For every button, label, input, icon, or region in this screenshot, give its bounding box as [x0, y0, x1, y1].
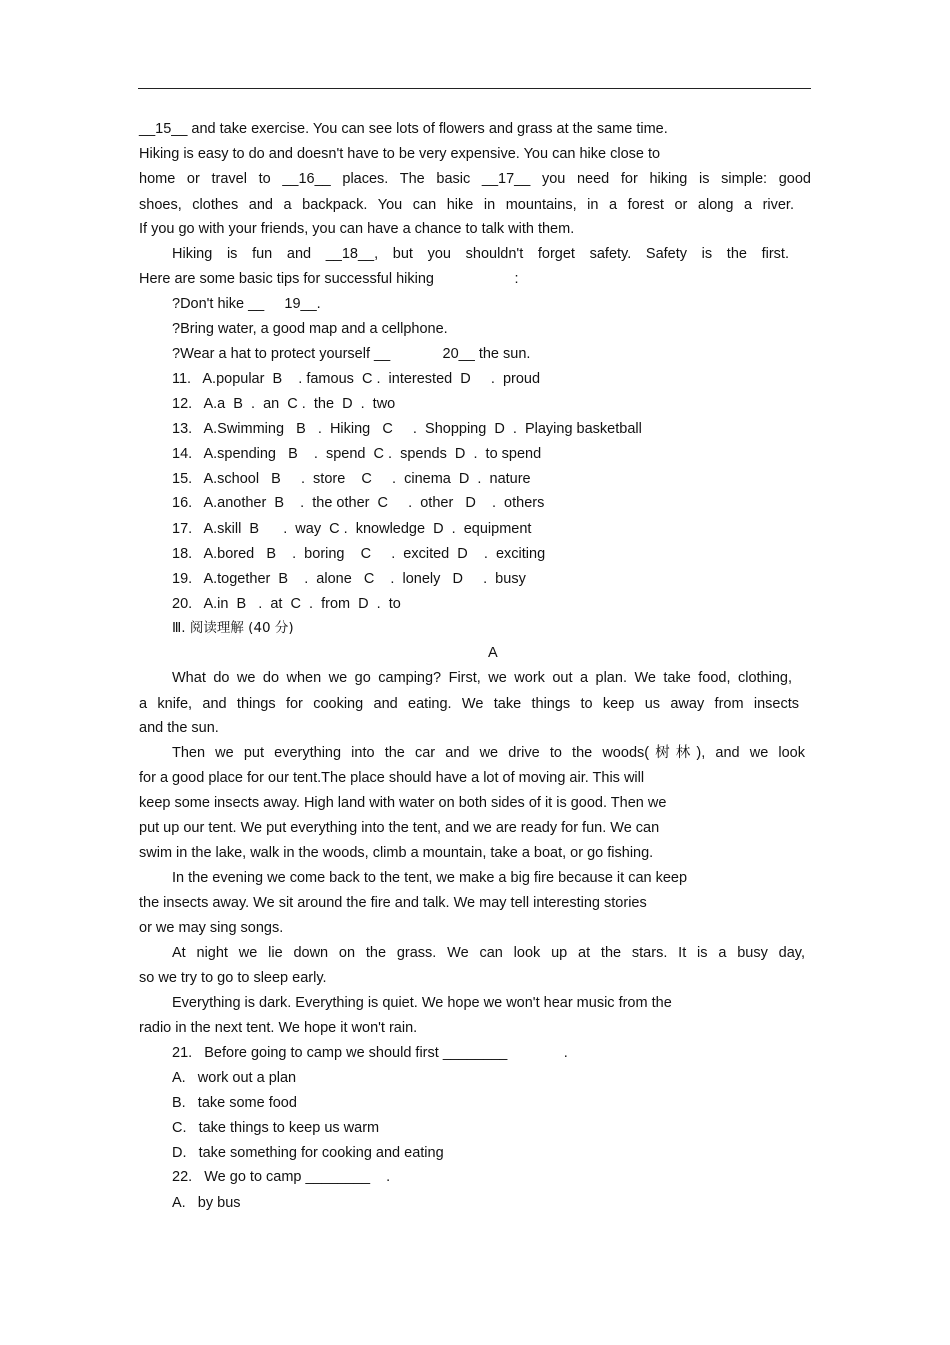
option-row: 18. A.bored B . boring C . excited D . exciting — [172, 546, 546, 562]
option-row: 19. A.together B . alone C . lonely D . busy — [172, 571, 526, 587]
answer-choice: C. take things to keep us warm — [172, 1120, 380, 1136]
cloze-line: Here are some basic tips for successful hiking : — [139, 271, 519, 287]
passage-line: Then we put everything into the car and we drive to the woods(树林), and we look — [172, 745, 805, 761]
passage-line: put up our tent. We put everything into the tent, and we are ready for fun. We can — [139, 820, 660, 836]
option-row: 14. A.spending B . spend C . spends D . to spend — [172, 446, 542, 462]
answer-choice: A. work out a plan — [172, 1070, 297, 1086]
passage-line: so we try to go to sleep early. — [139, 970, 327, 986]
option-row: 11. A.popular B . famous C . interested D . proud — [172, 371, 541, 387]
passage-line: the insects away. We sit around the fire and talk. We may tell interesting stories — [139, 895, 647, 911]
tip-item: ?Don't hike __ 19__. — [172, 296, 321, 312]
cloze-line: Hiking is easy to do and doesn't have to be very expensive. You can hike close to — [139, 146, 661, 162]
passage-line: and the sun. — [139, 720, 219, 736]
question-stem: 22. We go to camp ________ . — [172, 1169, 391, 1185]
option-row: 13. A.Swimming B . Hiking C . Shopping D . Playing basketball — [172, 421, 642, 437]
option-row: 20. A.in B . at C . from D . to — [172, 596, 401, 612]
option-row: 15. A.school B . store C . cinema D . nature — [172, 471, 531, 487]
option-row: 17. A.skill B . way C . knowledge D . equipment — [172, 521, 532, 537]
option-row: 12. A.a B . an C . the D . two — [172, 396, 396, 412]
question-stem: 21. Before going to camp we should first ________ . — [172, 1045, 568, 1061]
answer-choice: B. take some food — [172, 1095, 297, 1111]
section-heading: Ⅲ. 阅读理解 (40 分) — [172, 620, 294, 636]
passage-line: a knife, and things for cooking and eating. We take things to keep us away from insects — [139, 696, 799, 712]
answer-choice: D. take something for cooking and eating — [172, 1145, 444, 1161]
tip-item: ?Wear a hat to protect yourself __ 20__ the sun. — [172, 346, 531, 362]
passage-line: or we may sing songs. — [139, 920, 284, 936]
cloze-line: If you go with your friends, you can have a chance to talk with them. — [139, 221, 575, 237]
cloze-line: Hiking is fun and __18__, but you shouldn't forget safety. Safety is the first. — [172, 246, 789, 262]
cloze-line: shoes, clothes and a backpack. You can hike in mountains, in a forest or along a river. — [139, 197, 794, 213]
passage-line: swim in the lake, walk in the woods, climb a mountain, take a boat, or go fishing. — [139, 845, 654, 861]
answer-choice: A. by bus — [172, 1195, 241, 1211]
passage-line: At night we lie down on the grass. We can look up at the stars. It is a busy day, — [172, 945, 805, 961]
passage-line: keep some insects away. High land with water on both sides of it is good. Then we — [139, 795, 667, 811]
option-row: 16. A.another B . the other C . other D . others — [172, 495, 545, 511]
cloze-line: __15__ and take exercise. You can see lots of flowers and grass at the same time. — [139, 121, 668, 137]
passage-line: radio in the next tent. We hope it won't rain. — [139, 1020, 418, 1036]
tip-item: ?Bring water, a good map and a cellphone. — [172, 321, 448, 337]
header-rule — [138, 88, 811, 89]
cloze-line: home or travel to __16__ places. The basic __17__ you need for hiking is simple: good — [139, 171, 811, 187]
passage-line: What do we do when we go camping? First, we work out a plan. We take food, clothing, — [172, 670, 792, 686]
passage-line: In the evening we come back to the tent, we make a big fire because it can keep — [172, 870, 688, 886]
passage-letter: A — [488, 645, 498, 661]
passage-line: for a good place for our tent.The place should have a lot of moving air. This will — [139, 770, 645, 786]
passage-line: Everything is dark. Everything is quiet. We hope we won't hear music from the — [172, 995, 672, 1011]
